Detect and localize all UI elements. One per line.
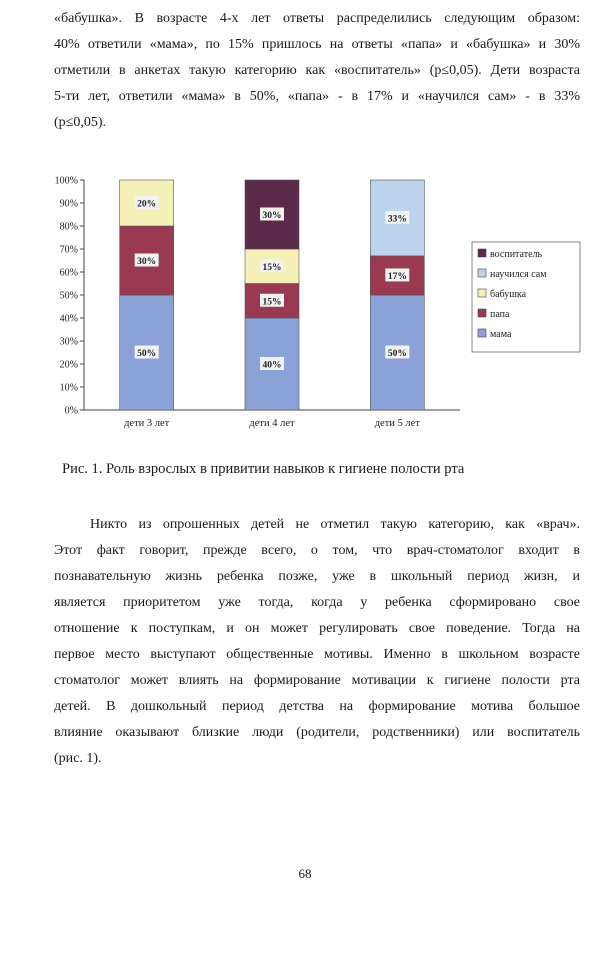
legend-label: воспитатель xyxy=(490,249,543,260)
page-number: 68 xyxy=(298,866,312,881)
text-line: отношение к поступкам, и он может регулировать свое поведение. Тогда на xyxy=(54,621,580,636)
data-label: 50% xyxy=(387,349,407,359)
y-tick-label: 50% xyxy=(59,290,78,302)
data-label: 33% xyxy=(387,214,407,225)
data-label: 15% xyxy=(262,262,282,273)
text-line: первое место выступают общественные мотивы. Именно в школьном возрасте xyxy=(54,647,580,662)
text-line: 40% ответили «мама», по 15% пришлось на ответы «папа» и «бабушка» и 30% xyxy=(54,37,580,52)
text-line: познавательную жизнь ребенка позже, уже в школьный период жизн, и xyxy=(54,569,580,584)
text-line: «бабушка». В возрасте 4-х лет ответы распределились следующим образом: xyxy=(54,11,580,26)
text-line: стоматолог может влиять на формирование мотивации к гигиене полости рта xyxy=(54,673,580,688)
legend-swatch xyxy=(478,269,486,277)
x-tick-label: дети 3 лет xyxy=(124,418,170,429)
text-line: детей. В дошкольный период детства на формирование мотива большое xyxy=(54,699,580,714)
legend-label: папа xyxy=(490,309,510,320)
y-tick-label: 70% xyxy=(59,244,78,256)
text-line: Этот факт говорит, прежде всего, о том, что врач-стоматолог входит в xyxy=(54,543,580,558)
legend-label: научился сам xyxy=(490,269,547,280)
data-label: 20% xyxy=(137,199,157,210)
legend-swatch xyxy=(478,249,486,257)
y-tick-label: 30% xyxy=(59,336,78,348)
y-tick-label: 60% xyxy=(59,267,78,279)
y-tick-label: 40% xyxy=(59,313,78,325)
y-tick-label: 80% xyxy=(59,221,78,233)
stacked-bar-chart xyxy=(40,170,600,460)
data-label: 30% xyxy=(262,211,282,221)
legend-swatch xyxy=(478,309,486,317)
legend-label: мама xyxy=(490,329,512,340)
data-label: 15% xyxy=(262,297,282,308)
x-tick-label: дети 5 лет xyxy=(374,418,420,429)
data-label: 17% xyxy=(387,271,407,282)
data-label: 30% xyxy=(137,257,157,267)
y-tick-label: 90% xyxy=(59,198,78,210)
y-tick-label: 10% xyxy=(59,382,78,394)
text-line: (p≤0,05). xyxy=(54,115,107,130)
y-tick-label: 20% xyxy=(59,359,78,371)
legend-swatch xyxy=(478,289,486,297)
data-label: 40% xyxy=(262,360,282,371)
text-line: 5-ти лет, ответили «мама» в 50%, «папа» - в 17% и «научился сам» - в 33% xyxy=(54,89,580,104)
text-line: (рис. 1). xyxy=(54,751,102,766)
text-line: влияние оказывают близкие люди (родители, родственники) или воспитатель xyxy=(54,725,580,740)
y-tick-label: 0% xyxy=(64,405,78,417)
figure-caption: Рис. 1. Роль взрослых в привитии навыков к гигиене полости рта xyxy=(62,461,465,477)
x-tick-label: дети 4 лет xyxy=(249,418,295,429)
y-tick-label: 100% xyxy=(54,175,78,187)
text-line: отметили в анкетах такую категорию как «воспитатель» (p≤0,05). Дети возраста xyxy=(54,63,580,78)
data-label: 50% xyxy=(137,349,157,359)
legend-swatch xyxy=(478,329,486,337)
text-line: Никто из опрошенных детей не отметил такую категорию, как «врач». xyxy=(90,517,580,532)
legend-label: бабушка xyxy=(490,289,527,300)
paragraph-bottom xyxy=(54,512,580,772)
paragraph-top xyxy=(54,6,580,136)
text-line: является приоритетом уже тогда, когда у ребенка сформировано свое xyxy=(54,595,580,610)
